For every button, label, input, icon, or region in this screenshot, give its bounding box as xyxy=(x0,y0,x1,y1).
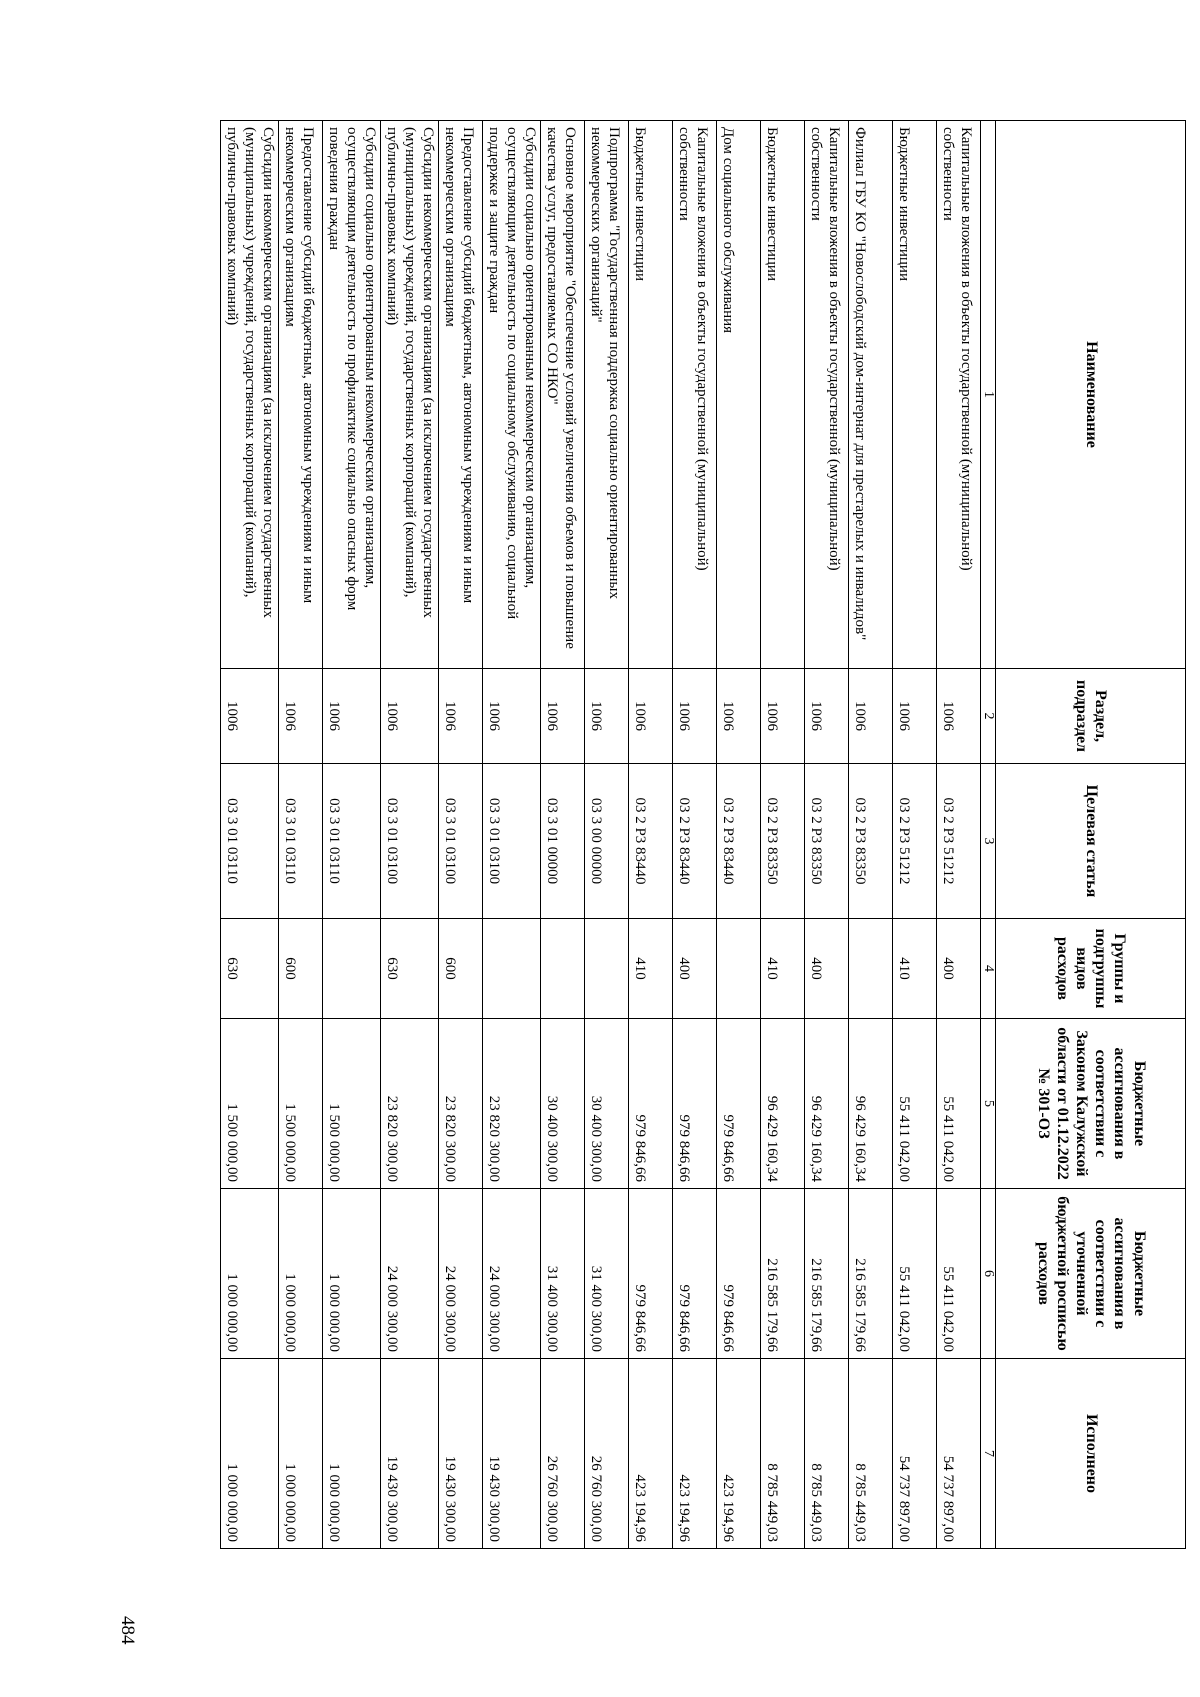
row-refined-amount: 1 000 000,00 xyxy=(323,1189,381,1359)
table-row xyxy=(381,121,439,1549)
row-law-amount: 23 820 300,00 xyxy=(439,1019,483,1189)
row-law-amount: 23 820 300,00 xyxy=(483,1019,541,1189)
row-executed-amount: 26 760 300,00 xyxy=(585,1359,629,1549)
row-name: Капитальные вложения в объекты государственной (муниципальной) собственности xyxy=(805,121,849,669)
table-row xyxy=(629,121,673,1549)
row-section: 1006 xyxy=(849,669,893,764)
row-refined-amount: 55 411 042,00 xyxy=(937,1189,981,1359)
row-name: Капитальные вложения в объекты государственной (муниципальной) собственности xyxy=(673,121,717,669)
row-refined-amount: 24 000 300,00 xyxy=(483,1189,541,1359)
row-expense-group: 400 xyxy=(805,919,849,1019)
row-executed-amount: 8 785 449,03 xyxy=(805,1359,849,1549)
row-executed-amount: 423 194,96 xyxy=(673,1359,717,1549)
row-name: Субсидии некоммерческим организациям (за исключением государственных (муниципальных) учреждений, государственных корпораций (компаний), публично-правовых компаний) xyxy=(381,121,439,669)
row-refined-amount: 24 000 300,00 xyxy=(439,1189,483,1359)
row-law-amount: 1 500 000,00 xyxy=(323,1019,381,1189)
row-executed-amount: 19 430 300,00 xyxy=(381,1359,439,1549)
row-executed-amount: 1 000 000,00 xyxy=(323,1359,381,1549)
table-row xyxy=(323,121,381,1549)
row-section: 1006 xyxy=(221,669,279,764)
row-expense-group xyxy=(541,919,585,1019)
row-target-article: 03 2 Р3 83440 xyxy=(629,764,673,919)
col-header-refined: Бюджетные ассигнования в соответствии с уточненной бюджетной росписью расходов xyxy=(996,1189,1186,1359)
table-row xyxy=(937,121,981,1549)
table-row xyxy=(439,121,483,1549)
row-executed-amount: 54 737 897,00 xyxy=(937,1359,981,1549)
row-law-amount: 23 820 300,00 xyxy=(381,1019,439,1189)
table-row xyxy=(805,121,849,1549)
row-section: 1006 xyxy=(761,669,805,764)
row-refined-amount: 31 400 300,00 xyxy=(541,1189,585,1359)
row-name: Предоставление субсидий бюджетным, автономным учреждениям и иным некоммерческим организациям xyxy=(439,121,483,669)
row-name: Субсидии некоммерческим организациям (за исключением государственных (муниципальных) учреждений, государственных корпораций (компаний), публично-правовых компаний) xyxy=(221,121,279,669)
header-row xyxy=(996,121,1186,1549)
row-expense-group: 400 xyxy=(673,919,717,1019)
row-expense-group: 410 xyxy=(629,919,673,1019)
row-expense-group: 410 xyxy=(761,919,805,1019)
row-section: 1006 xyxy=(279,669,323,764)
row-section: 1006 xyxy=(323,669,381,764)
row-refined-amount: 1 000 000,00 xyxy=(279,1189,323,1359)
row-target-article: 03 2 Р3 51212 xyxy=(893,764,937,919)
col-header-name: Наименование xyxy=(996,121,1186,669)
row-law-amount: 96 429 160,34 xyxy=(849,1019,893,1189)
row-expense-group: 600 xyxy=(279,919,323,1019)
page-number: 484 xyxy=(117,1616,138,1645)
row-name: Субсидии социально ориентированным некоммерческим организациям, осуществляющим деятельность по профилактике социально опасных форм поведения граждан xyxy=(323,121,381,669)
row-law-amount: 96 429 160,34 xyxy=(761,1019,805,1189)
row-name: Бюджетные инвестиции xyxy=(893,121,937,669)
row-target-article: 03 3 01 03110 xyxy=(279,764,323,919)
row-expense-group: 630 xyxy=(221,919,279,1019)
row-law-amount: 979 846,66 xyxy=(673,1019,717,1189)
row-law-amount: 979 846,66 xyxy=(629,1019,673,1189)
row-target-article: 03 3 01 03110 xyxy=(221,764,279,919)
row-refined-amount: 216 585 179,66 xyxy=(805,1189,849,1359)
row-refined-amount: 31 400 300,00 xyxy=(585,1189,629,1359)
row-name: Капитальные вложения в объекты государственной (муниципальной) собственности xyxy=(937,121,981,669)
row-target-article: 03 2 Р3 83350 xyxy=(805,764,849,919)
row-name: Предоставление субсидий бюджетным, автономным учреждениям и иным некоммерческим организациям xyxy=(279,121,323,669)
row-law-amount: 1 500 000,00 xyxy=(279,1019,323,1189)
row-name: Субсидии социально ориентированным некоммерческим организациям, осуществляющим деятельность по социальному обслуживанию, социальной поддержке и защите граждан xyxy=(483,121,541,669)
table-row xyxy=(893,121,937,1549)
row-expense-group xyxy=(585,919,629,1019)
row-name: Филиал ГБУ КО "Новослободский дом-интернат для престарелых и инвалидов" xyxy=(849,121,893,669)
row-name: Бюджетные инвестиции xyxy=(629,121,673,669)
row-section: 1006 xyxy=(673,669,717,764)
row-expense-group: 410 xyxy=(893,919,937,1019)
col-header-group: Группы и подгруппы видов расходов xyxy=(996,919,1186,1019)
row-target-article: 03 3 00 00000 xyxy=(585,764,629,919)
table-row xyxy=(483,121,541,1549)
row-section: 1006 xyxy=(381,669,439,764)
row-target-article: 03 3 01 00000 xyxy=(541,764,585,919)
row-refined-amount: 216 585 179,66 xyxy=(761,1189,805,1359)
row-law-amount: 55 411 042,00 xyxy=(893,1019,937,1189)
row-refined-amount: 979 846,66 xyxy=(673,1189,717,1359)
row-target-article: 03 3 01 03100 xyxy=(439,764,483,919)
table-row xyxy=(673,121,717,1549)
row-target-article: 03 2 Р3 83440 xyxy=(673,764,717,919)
row-expense-group: 630 xyxy=(381,919,439,1019)
table-body xyxy=(221,121,981,1549)
table-row xyxy=(717,121,761,1549)
row-executed-amount: 19 430 300,00 xyxy=(439,1359,483,1549)
row-executed-amount: 423 194,96 xyxy=(717,1359,761,1549)
row-executed-amount: 26 760 300,00 xyxy=(541,1359,585,1549)
row-section: 1006 xyxy=(937,669,981,764)
col-number: 5 xyxy=(981,1019,996,1189)
col-number: 7 xyxy=(981,1359,996,1549)
col-number: 3 xyxy=(981,764,996,919)
row-section: 1006 xyxy=(629,669,673,764)
table-row xyxy=(279,121,323,1549)
row-target-article: 03 3 01 03110 xyxy=(323,764,381,919)
row-law-amount: 30 400 300,00 xyxy=(585,1019,629,1189)
row-target-article: 03 3 01 03100 xyxy=(483,764,541,919)
row-expense-group xyxy=(849,919,893,1019)
row-executed-amount: 8 785 449,03 xyxy=(849,1359,893,1549)
col-number: 4 xyxy=(981,919,996,1019)
table-row xyxy=(849,121,893,1549)
table-row xyxy=(221,121,279,1549)
col-header-section: Раздел, подраздел xyxy=(996,669,1186,764)
col-number: 2 xyxy=(981,669,996,764)
row-law-amount: 1 500 000,00 xyxy=(221,1019,279,1189)
row-target-article: 03 2 Р3 83350 xyxy=(761,764,805,919)
row-executed-amount: 8 785 449,03 xyxy=(761,1359,805,1549)
row-section: 1006 xyxy=(805,669,849,764)
row-law-amount: 30 400 300,00 xyxy=(541,1019,585,1189)
row-name: Дом социального обслуживания xyxy=(717,121,761,669)
row-executed-amount: 54 737 897,00 xyxy=(893,1359,937,1549)
row-executed-amount: 1 000 000,00 xyxy=(279,1359,323,1549)
row-target-article: 03 2 Р3 83440 xyxy=(717,764,761,919)
row-refined-amount: 979 846,66 xyxy=(629,1189,673,1359)
budget-table xyxy=(220,120,1186,1549)
row-section: 1006 xyxy=(439,669,483,764)
row-law-amount: 96 429 160,34 xyxy=(805,1019,849,1189)
row-target-article: 03 3 01 03100 xyxy=(381,764,439,919)
row-expense-group xyxy=(323,919,381,1019)
row-law-amount: 55 411 042,00 xyxy=(937,1019,981,1189)
row-expense-group: 400 xyxy=(937,919,981,1019)
row-refined-amount: 979 846,66 xyxy=(717,1189,761,1359)
row-law-amount: 979 846,66 xyxy=(717,1019,761,1189)
row-executed-amount: 423 194,96 xyxy=(629,1359,673,1549)
row-refined-amount: 24 000 300,00 xyxy=(381,1189,439,1359)
row-refined-amount: 55 411 042,00 xyxy=(893,1189,937,1359)
row-section: 1006 xyxy=(541,669,585,764)
row-expense-group xyxy=(483,919,541,1019)
row-name: Подпрограмма "Государственная поддержка социально ориентированных некоммерческих организаций" xyxy=(585,121,629,669)
row-name: Основное мероприятие "Обеспечение условий увеличения объемов и повышение качества услуг, предоставляемых СО НКО" xyxy=(541,121,585,669)
row-section: 1006 xyxy=(585,669,629,764)
rotated-page xyxy=(117,58,1186,1658)
col-header-law: Бюджетные ассигнования в соответствии с Законом Калужской области от 01.12.2022 № 301-ОЗ xyxy=(996,1019,1186,1189)
table-row xyxy=(585,121,629,1549)
row-name: Бюджетные инвестиции xyxy=(761,121,805,669)
row-section: 1006 xyxy=(483,669,541,764)
row-section: 1006 xyxy=(893,669,937,764)
row-executed-amount: 1 000 000,00 xyxy=(221,1359,279,1549)
row-target-article: 03 2 Р3 51212 xyxy=(937,764,981,919)
col-header-done: Исполнено xyxy=(996,1359,1186,1549)
row-refined-amount: 216 585 179,66 xyxy=(849,1189,893,1359)
row-section: 1006 xyxy=(717,669,761,764)
row-refined-amount: 1 000 000,00 xyxy=(221,1189,279,1359)
column-number-row xyxy=(981,121,996,1549)
row-expense-group: 600 xyxy=(439,919,483,1019)
table-row xyxy=(761,121,805,1549)
col-number: 1 xyxy=(981,121,996,669)
col-header-article: Целевая статья xyxy=(996,764,1186,919)
row-executed-amount: 19 430 300,00 xyxy=(483,1359,541,1549)
row-target-article: 03 2 Р3 83350 xyxy=(849,764,893,919)
table-row xyxy=(541,121,585,1549)
row-expense-group xyxy=(717,919,761,1019)
col-number: 6 xyxy=(981,1189,996,1359)
